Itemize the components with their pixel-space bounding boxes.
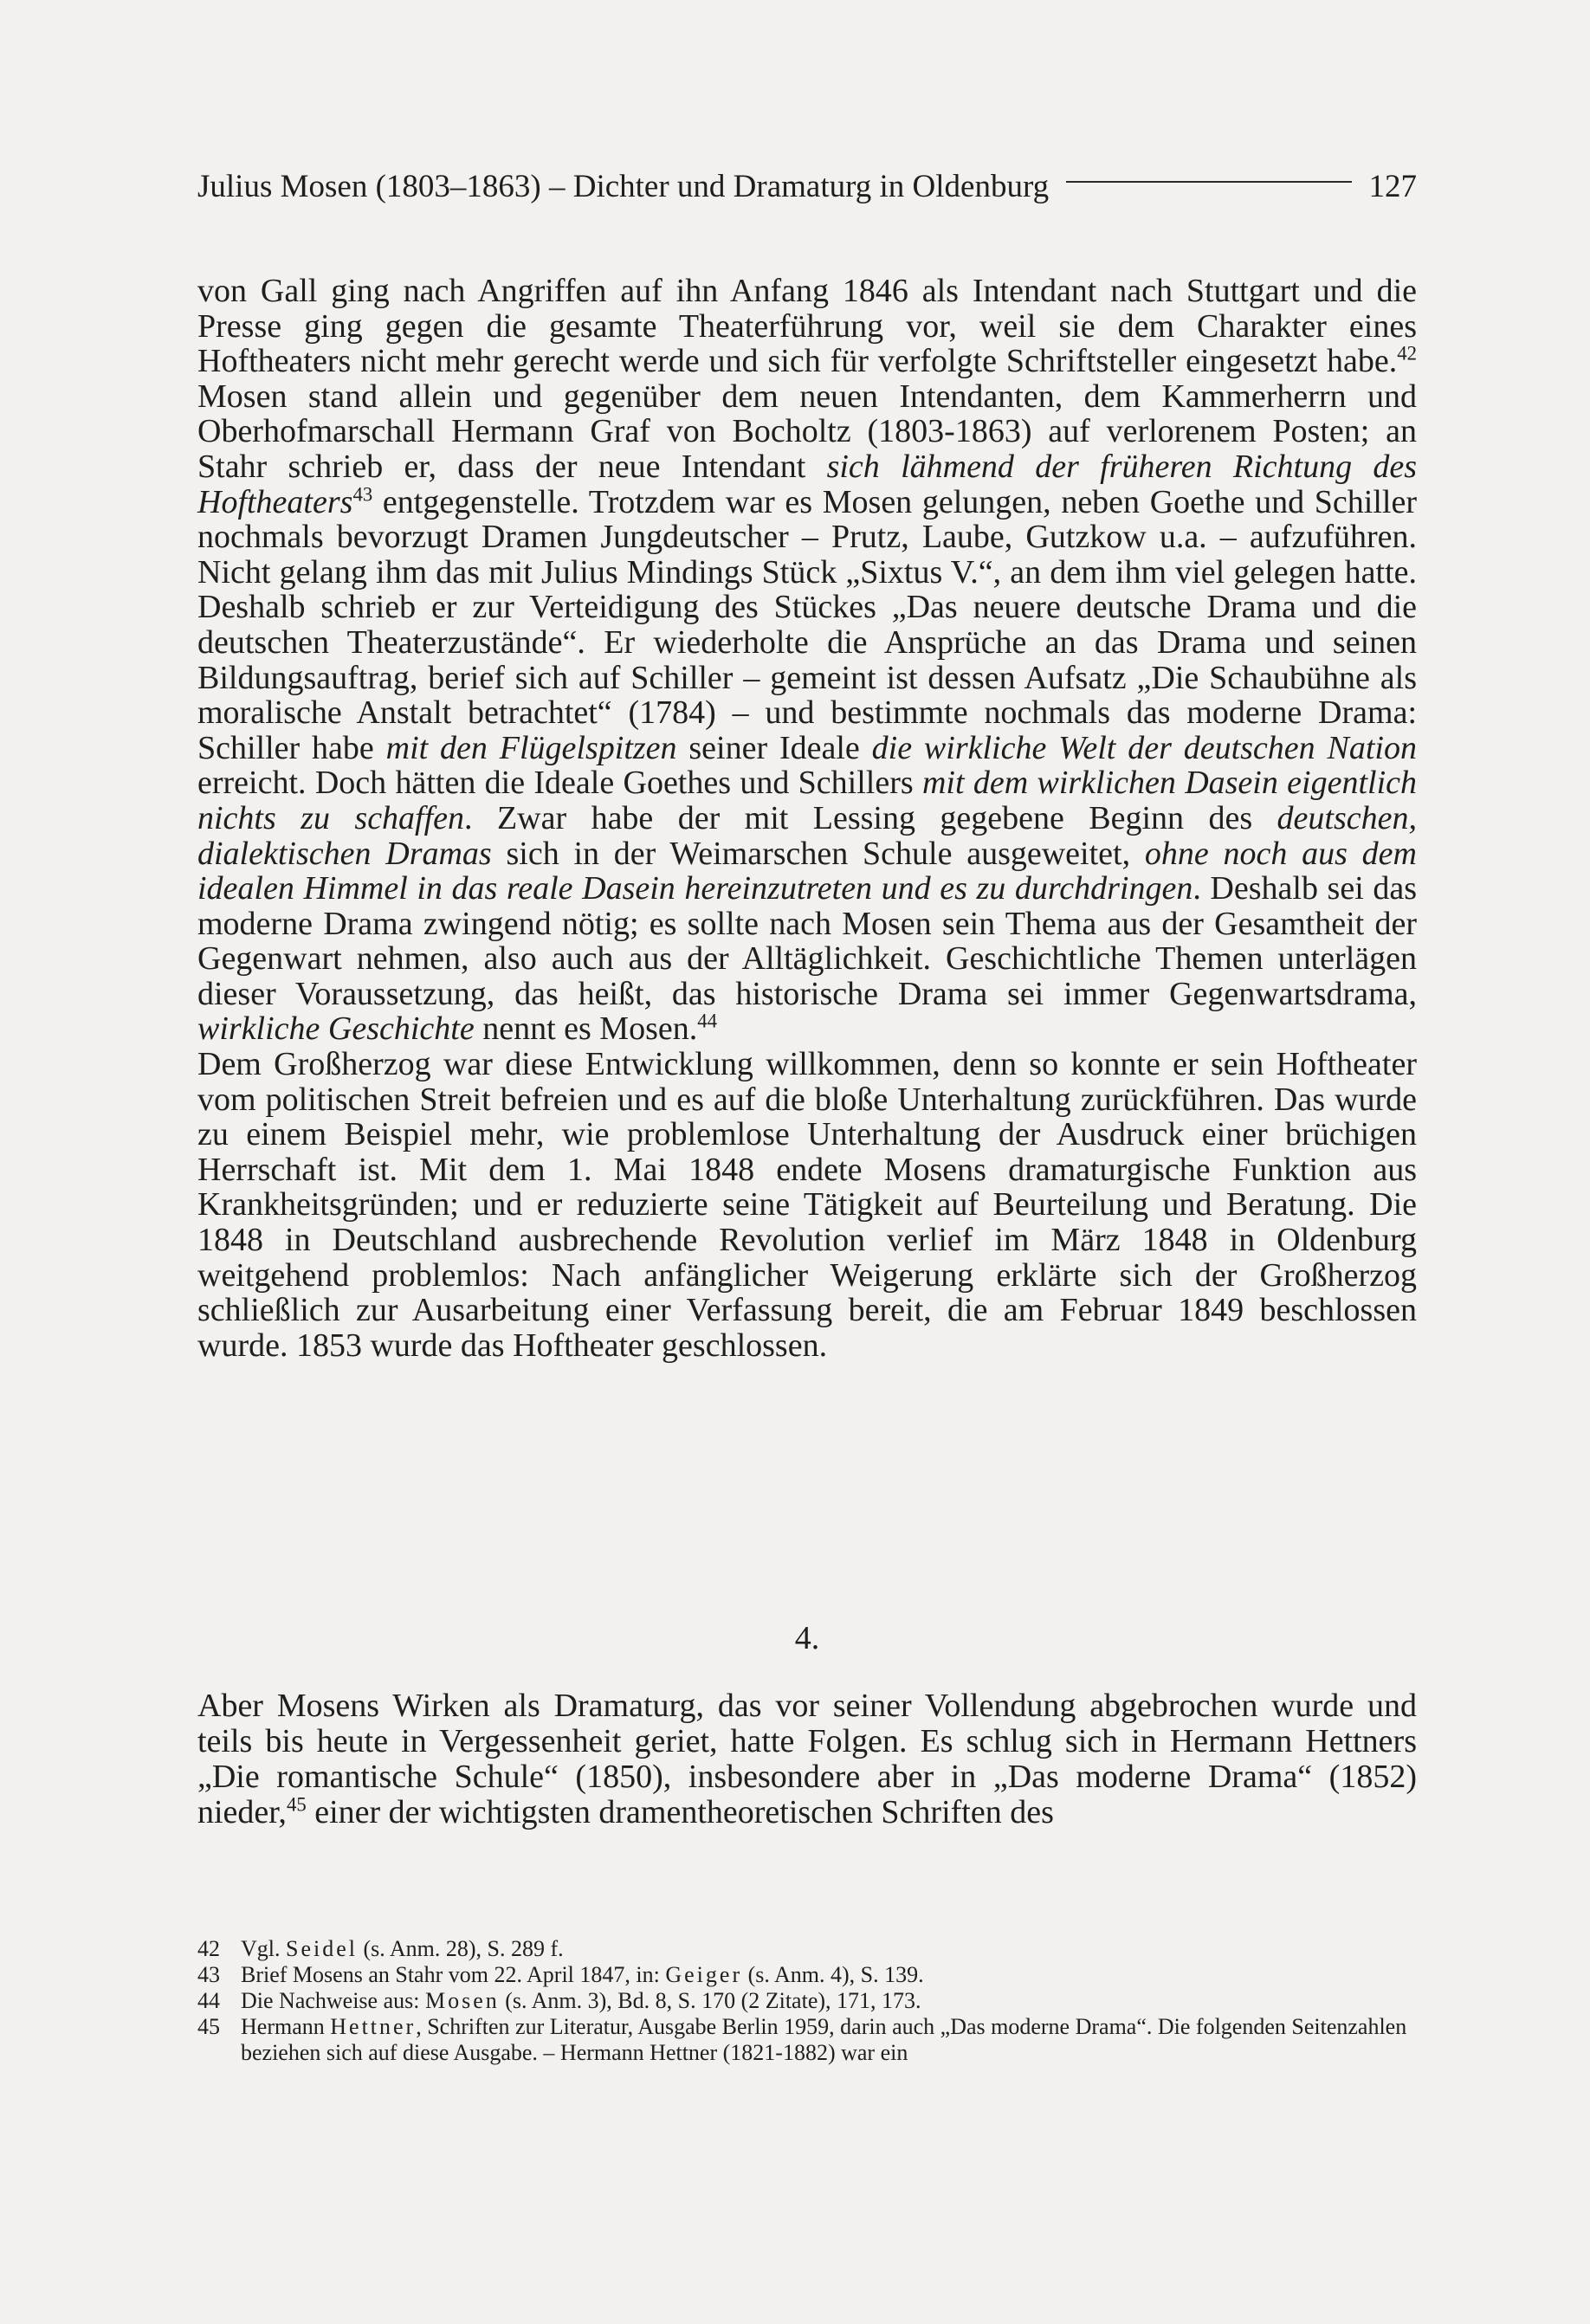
footnote-ref-45: 45 — [286, 1793, 307, 1816]
footnote: 44 Die Nachweise aus: Mosen (s. Anm. 3), Bd. 8, S. 170 (2 Zitate), 171, 173. — [197, 1988, 921, 2013]
paragraph-3: Aber Mosens Wirken als Dramaturg, das vor seiner Vollendung abgebrochen wurde und teils bis heute in Vergessenheit geriet, hatte Folgen. Es schlug sich in Hermann Hettners „Die romantische Schule“ (1850), insbesondere aber in „Das moderne Drama“ (1852) nieder,$^{45}$ einer der wichtigsten dramentheoretischen Schriften des — [197, 1688, 1417, 1830]
footnote: 42 Vgl. Seidel (s. Anm. 28), S. 289 f. — [197, 1936, 564, 1961]
page-number: 127 — [1368, 169, 1417, 204]
footnotes — [197, 1936, 1417, 2066]
paragraph-1: von Gall ging nach Angriffen auf ihn Anfang 1846 als Intendant nach Stuttgart und die Presse ging gegen die gesamte Theaterführung vor, weil sie dem Charakter eines Hoftheaters nicht mehr gerecht werde und sich für verfolgte Schriftsteller eingesetzt habe.$^{42}$ Mosen stand allein und gegenüber dem neuen Intendanten, dem Kammerherrn und Oberhofmarschall Hermann Graf von Bocholtz (1803-1863) auf verlorenem Posten; an Stahr schrieb er, dass der neue Intendant sich lähmend der früheren Richtung des Hoftheaters$^{43}$ entgegenstelle. Trotzdem war es Mosen gelungen, neben Goethe und Schiller nochmals bevorzugt Dramen Jungdeutscher – Prutz, Laube, Gutzkow u.a. – aufzuführen. Nicht gelang ihm das mit Julius Mindings Stück „Sixtus V.“, an dem ihm viel gelegen hatte. Deshalb schrieb er zur Verteidigung des Stückes „Das neuere deutsche Drama und die deutschen Theaterzustände“. Er wiederholte die Ansprüche an das Drama und seinen Bildungsauftrag, berief sich auf Schiller – gemeint ist dessen Aufsatz „Die Schaubühne als moralische Anstalt betrachtet“ (1784) – und bestimmte nochmals das moderne Drama: Schiller habe mit den Flügelspitzen seiner Ideale die wirkliche Welt der deutschen Nation erreicht. Doch hätten die Ideale Goethes und Schillers mit dem wirklichen Dasein eigentlich nichts zu schaffen. Zwar habe der mit Lessing gegebene Beginn des deutschen, dialektischen Dramas sich in der Weimarschen Schule ausgeweitet, ohne noch aus dem idealen Himmel in das reale Dasein hereinzutreten und es zu durchdringen. Deshalb sei das moderne Drama zwingend nötig; es sollte nach Mosen sein Thema aus der Gesamtheit der Gegenwart nehmen, also auch aus der Alltäglichkeit. Geschichtliche Themen unterlägen dieser Voraussetzung, das heißt, das historische Drama sei immer Gegenwartsdrama, wirkliche Geschichte nennt es Mosen.$^{44}$ — [197, 273, 1418, 1048]
footnote-ref-43: 43 — [352, 482, 373, 505]
section-number: 4. — [794, 1620, 820, 1656]
main-text-2 — [197, 1688, 1417, 1830]
footnote-ref-44: 44 — [697, 1010, 718, 1032]
running-head-title: Julius Mosen (1803–1863) – Dichter und Dramaturg in Oldenburg — [197, 169, 1050, 204]
running-head-rule — [1066, 181, 1351, 183]
paragraph-2: Dem Großherzog war diese Entwicklung willkommen, denn so konnte er sein Hoftheater vom politischen Streit befreien und es auf die bloße Unterhaltung zurückführen. Das wurde zu einem Beispiel mehr, wie problemlose Unterhaltung der Ausdruck einer brüchigen Herrschaft ist. Mit dem 1. Mai 1848 endete Mosens dramaturgische Funktion aus Krankheitsgründen; und er reduzierte seine Tätigkeit auf Beurteilung und Beratung. Die 1848 in Deutschland ausbrechende Revolution verlief im März 1848 in Oldenburg weitgehend problemlos: Nach anfänglicher Weigerung erklärte sich der Großherzog schließlich zur Ausarbeitung einer Verfassung bereit, die am Februar 1849 beschlossen wurde. 1853 wurde das Hoftheater geschlossen. — [197, 1046, 1417, 1364]
footnote: 45 Hermann Hettner, Schriften zur Literatur, Ausgabe Berlin 1959, darin auch „Das moderne Drama“. Die folgenden Seitenzahlen beziehen sich auf diese Ausgabe. – Hermann Hettner (1821-1882) war ein — [197, 2014, 1407, 2065]
running-head — [197, 168, 1417, 206]
footnote: 43 Brief Mosens an Stahr vom 22. April 1847, in: Geiger (s. Anm. 4), S. 139. — [197, 1962, 924, 1987]
main-text — [197, 274, 1417, 1363]
footnote-ref-42: 42 — [1397, 342, 1417, 365]
